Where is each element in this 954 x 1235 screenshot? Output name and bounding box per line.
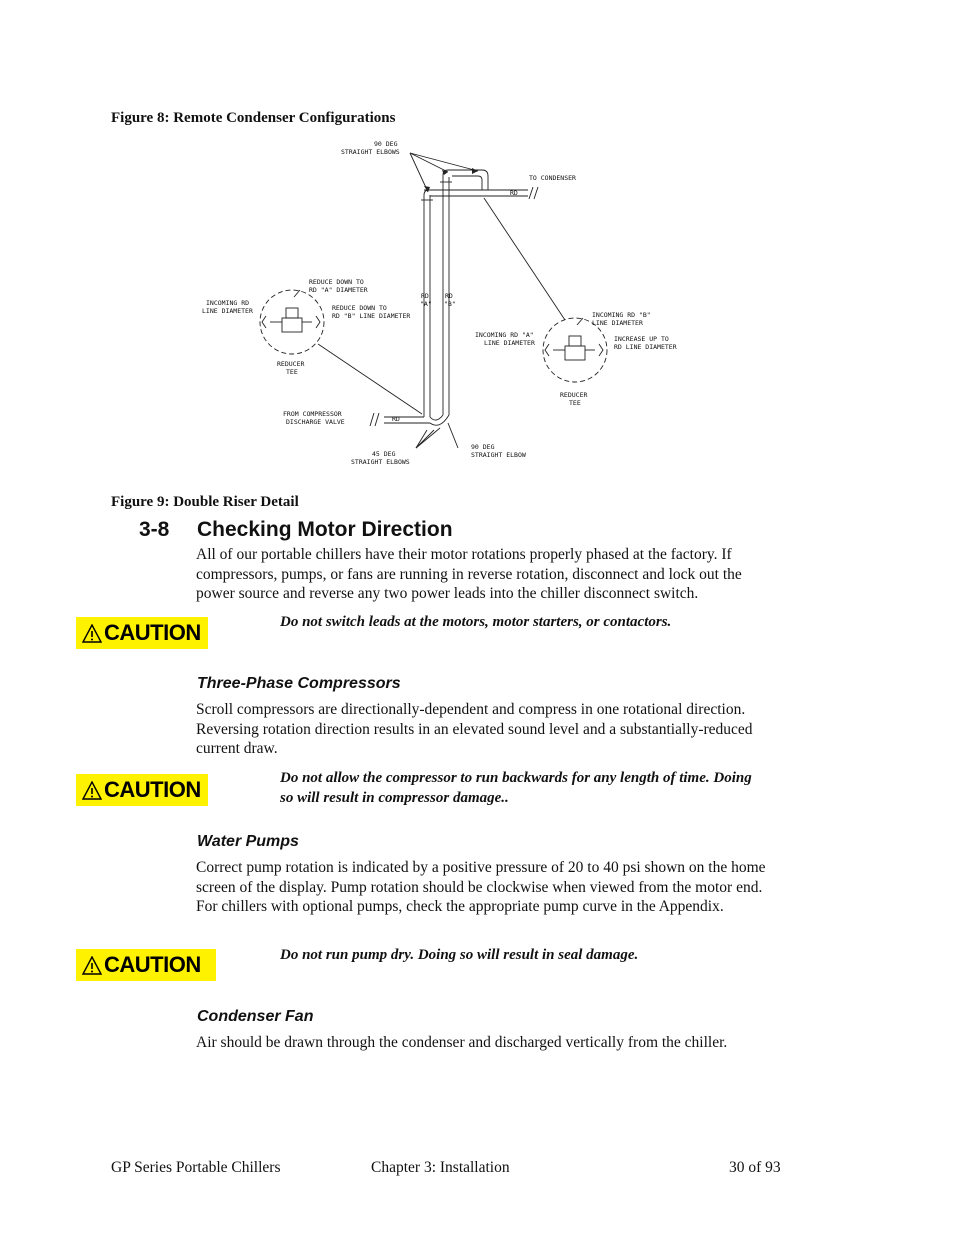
fan-text: Air should be drawn through the condenser and discharged vertically from the chiller. xyxy=(196,1034,728,1051)
footer-center: Chapter 3: Installation xyxy=(371,1159,510,1176)
pumps-heading: Water Pumps xyxy=(197,833,299,850)
label-riser-b-1: RD xyxy=(445,292,453,300)
compressors-line: current draw. xyxy=(196,740,278,758)
label-45-elbows-2: STRAIGHT ELBOWS xyxy=(351,458,410,466)
compressors-text xyxy=(196,700,836,759)
pumps-line: screen of the display. Pump rotation should be clockwise when viewed from the motor end. xyxy=(196,878,763,896)
label-reduce-a-1: REDUCE DOWN TO xyxy=(309,278,364,286)
label-rd-bottom: RD xyxy=(392,415,400,423)
intro-line: All of our portable chillers have their motor rotations properly phased at the factory. If xyxy=(196,546,732,563)
label-incoming-b-1: INCOMING RD "B" xyxy=(592,311,651,319)
pumps-line: For chillers with optional pumps, check the appropriate pump curve in the Appendix. xyxy=(196,898,724,916)
label-incoming-a-2: LINE DIAMETER xyxy=(484,339,535,347)
label-90-elbow-1: 90 DEG xyxy=(471,443,495,451)
label-increase-1: INCREASE UP TO xyxy=(614,335,669,343)
caution-badge xyxy=(76,949,216,981)
caution-2-line: so will result in compressor damage.. xyxy=(280,789,509,806)
caution-1-text: Do not switch leads at the motors, motor starters, or contactors. xyxy=(280,614,672,630)
label-from-compressor-1: FROM COMPRESSOR xyxy=(283,410,342,418)
caution-label: CAUTION xyxy=(104,952,201,977)
pumps-line: Correct pump rotation is indicated by a positive pressure of 20 to 40 psi shown on the home xyxy=(196,859,766,876)
figure-8-caption: Figure 8: Remote Condenser Configurations xyxy=(111,110,396,126)
warning-triangle-icon xyxy=(82,624,102,643)
label-rd-top: RD xyxy=(510,189,518,197)
warning-triangle-icon xyxy=(82,956,102,975)
caution-badge xyxy=(76,774,208,806)
label-90-elbows-1: 90 DEG xyxy=(374,140,398,148)
label-reducer-right-2: TEE xyxy=(569,399,581,407)
label-90-elbow-2: STRAIGHT ELBOW xyxy=(471,451,526,459)
label-riser-a-2: "A" xyxy=(420,300,432,308)
label-90-elbows-2: STRAIGHT ELBOWS xyxy=(341,148,400,156)
label-reduce-b-2: RD "B" LINE DIAMETER xyxy=(332,312,411,320)
label-reduce-b-1: REDUCE DOWN TO xyxy=(332,304,387,312)
double-riser-diagram xyxy=(198,137,680,477)
caution-label: CAUTION xyxy=(104,777,201,802)
label-reducer-right-1: REDUCER xyxy=(560,391,588,399)
section-number: 3-8 xyxy=(139,518,170,541)
compressors-line: Scroll compressors are directionally-dependent and compress in one rotational direction. xyxy=(196,701,746,718)
section-intro xyxy=(196,545,836,604)
section-title: Checking Motor Direction xyxy=(197,518,453,541)
caution-2-line: Do not allow the compressor to run backwards for any length of time. Doing xyxy=(280,770,752,786)
compressors-line: Reversing rotation direction results in an elevated sound level and a substantially-reduced xyxy=(196,720,753,738)
warning-triangle-icon xyxy=(82,781,102,800)
label-to-condenser: TO CONDENSER xyxy=(529,174,576,182)
compressors-heading: Three-Phase Compressors xyxy=(197,675,401,692)
label-45-elbows-1: 45 DEG xyxy=(372,450,396,458)
label-reducer-left-1: REDUCER xyxy=(277,360,305,368)
caution-badge xyxy=(76,617,208,649)
label-incoming-b-2: LINE DIAMETER xyxy=(592,319,643,327)
caution-2-text xyxy=(280,769,840,808)
intro-line: power source and reverse any two power leads into the chiller disconnect switch. xyxy=(196,585,699,603)
caution-label: CAUTION xyxy=(104,620,201,645)
label-riser-b-2: "B" xyxy=(444,300,456,308)
label-riser-a-1: RD xyxy=(421,292,429,300)
label-incoming-a-1: INCOMING RD "A" xyxy=(475,331,534,339)
intro-line: compressors, pumps, or fans are running in reverse rotation, disconnect and lock out the xyxy=(196,565,742,583)
label-incoming-rd-1: INCOMING RD xyxy=(206,299,250,307)
label-reduce-a-2: RD "A" DIAMETER xyxy=(309,286,368,294)
label-incoming-rd-2: LINE DIAMETER xyxy=(202,307,253,315)
label-from-compressor-2: DISCHARGE VALVE xyxy=(286,418,345,426)
pumps-text xyxy=(196,858,836,917)
figure-9-caption: Figure 9: Double Riser Detail xyxy=(111,494,299,510)
footer-page-number: 30 of 93 xyxy=(729,1159,781,1176)
fan-heading: Condenser Fan xyxy=(197,1008,314,1025)
caution-3-text: Do not run pump dry. Doing so will result in seal damage. xyxy=(280,947,639,963)
label-reducer-left-2: TEE xyxy=(286,368,298,376)
footer-left: GP Series Portable Chillers xyxy=(111,1159,281,1176)
label-increase-2: RD LINE DIAMETER xyxy=(614,343,677,351)
diagram-svg xyxy=(198,137,680,477)
